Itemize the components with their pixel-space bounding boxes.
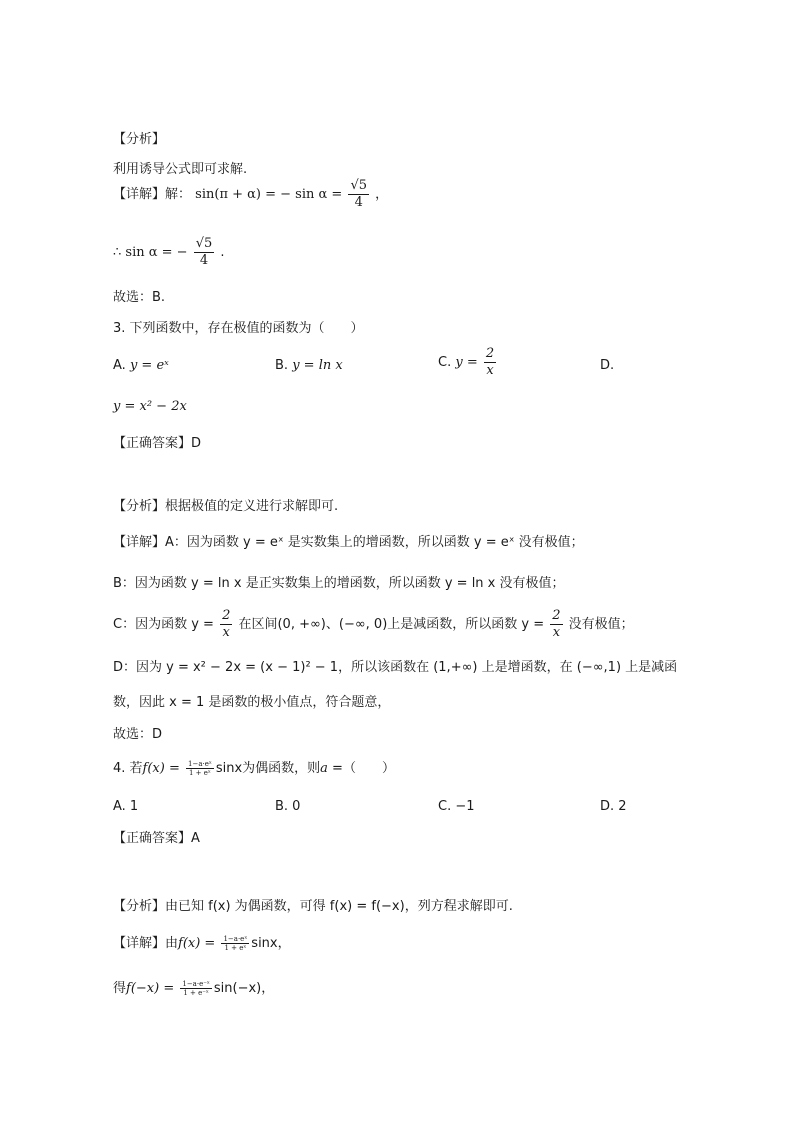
fraction-numerator: 2 <box>222 608 231 623</box>
option-expression: y = <box>455 355 482 370</box>
option-d-expression: y = x² − 2x <box>113 399 187 414</box>
correct-answer: 【正确答案】A <box>113 831 200 846</box>
fraction-numerator: 1−a·eˣ <box>223 935 248 943</box>
detail-c <box>113 608 634 641</box>
option-label: A. <box>113 358 126 373</box>
fraction-denominator: 1 + eˣ <box>188 769 211 777</box>
punctuation: . <box>220 245 225 260</box>
detail-expression: sin(π + α) = − sin α = <box>195 187 347 202</box>
therefore-expression: ∴ sin α = − <box>113 245 188 260</box>
stem-prefix: 4. 若 <box>113 761 143 776</box>
detail-prefix: 【详解】由 <box>113 936 179 951</box>
fraction <box>186 760 214 777</box>
detail-c-suffix: 没有极值； <box>564 617 634 632</box>
detail-prefix: 解： <box>165 187 192 202</box>
fraction-denominator: 4 <box>354 195 363 210</box>
choice-line: 故选：B. <box>113 290 166 305</box>
detail-label: 【详解】 <box>113 187 166 202</box>
option-a <box>113 356 169 376</box>
fraction-numerator: 2 <box>552 608 561 623</box>
detail-d-line-2: 数，因此 x = 1 是函数的极小值点，符合题意， <box>113 695 391 710</box>
option-c <box>438 346 498 379</box>
option-label: D. <box>600 358 615 373</box>
option-c: C. −1 <box>438 799 475 814</box>
fraction <box>221 935 249 952</box>
detail-a: 【详解】A：因为函数 y = eˣ 是实数集上的增函数，所以函数 y = eˣ 没有极值； <box>113 535 584 550</box>
fraction <box>550 608 562 641</box>
option-a: A. 1 <box>113 799 139 814</box>
correct-answer: 【正确答案】D <box>113 436 202 451</box>
stem-middle: sinx为偶函数，则 <box>215 761 321 776</box>
option-expression: y = ln x <box>292 358 343 373</box>
option-label: B. <box>275 358 289 373</box>
therefore-line <box>113 236 225 269</box>
fraction-denominator: x <box>222 625 230 640</box>
fraction <box>348 178 369 211</box>
detail-c-middle: 在区间(0, +∞)、(−∞, 0)上是减函数，所以函数 y = <box>234 617 549 632</box>
fraction-denominator: x <box>486 363 494 378</box>
function-name: f(x) = <box>142 761 184 776</box>
detail-b: B：因为函数 y = ln x 是正实数集上的增函数，所以函数 y = ln x 没有极值； <box>113 576 565 591</box>
derive-line <box>113 979 274 999</box>
punctuation: ， <box>375 187 389 202</box>
fraction-numerator: 1−a·eˣ <box>188 760 212 768</box>
choice-line: 故选：D <box>113 727 163 742</box>
derive-suffix: sin(−x)， <box>213 981 275 996</box>
fraction-numerator: √5 <box>195 236 213 251</box>
detail-d-line-1: D：因为 y = x² − 2x = (x − 1)² − 1，所以该函数在 (1,+∞) 上是增函数，在 (−∞,1) 上是减函 <box>113 660 678 675</box>
option-b <box>275 356 343 376</box>
question-stem: 3. 下列函数中，存在极值的函数为（ ） <box>113 321 364 336</box>
fraction-denominator: 4 <box>199 253 209 268</box>
variable: a <box>320 761 328 776</box>
option-b: B. 0 <box>275 799 301 814</box>
analysis-label: 【分析】 <box>113 132 166 147</box>
fraction <box>180 980 212 997</box>
derive-prefix: 得 <box>113 981 127 996</box>
fraction <box>194 236 215 269</box>
fraction <box>220 608 232 641</box>
fraction-denominator: 1 + eˣ <box>224 944 247 952</box>
detail-suffix: sinx， <box>251 936 291 951</box>
fraction-denominator: 1 + e⁻ˣ <box>183 989 209 997</box>
analysis-text: 利用诱导公式即可求解. <box>113 162 248 177</box>
stem-end: =（ ） <box>327 761 395 776</box>
fraction-numerator: √5 <box>350 178 368 193</box>
option-d <box>600 356 614 376</box>
question-stem <box>113 759 395 779</box>
option-label: C. <box>438 355 452 370</box>
fraction <box>484 346 496 379</box>
detail-line <box>113 934 291 954</box>
function-name: f(−x) = <box>126 981 179 996</box>
fraction-numerator: 1−a·e⁻ˣ <box>182 980 210 988</box>
option-expression: y = eˣ <box>129 358 169 373</box>
function-name: f(x) = <box>178 936 220 951</box>
analysis-text: 【分析】根据极值的定义进行求解即可. <box>113 499 339 514</box>
analysis-text: 【分析】由已知 f(x) 为偶函数，可得 f(x) = f(−x)，列方程求解即可. <box>113 899 513 914</box>
detail-c-prefix: C：因为函数 y = <box>113 617 219 632</box>
option-d: D. 2 <box>600 799 627 814</box>
detail-line <box>113 178 388 211</box>
fraction-denominator: x <box>552 625 561 640</box>
fraction-numerator: 2 <box>485 346 495 361</box>
